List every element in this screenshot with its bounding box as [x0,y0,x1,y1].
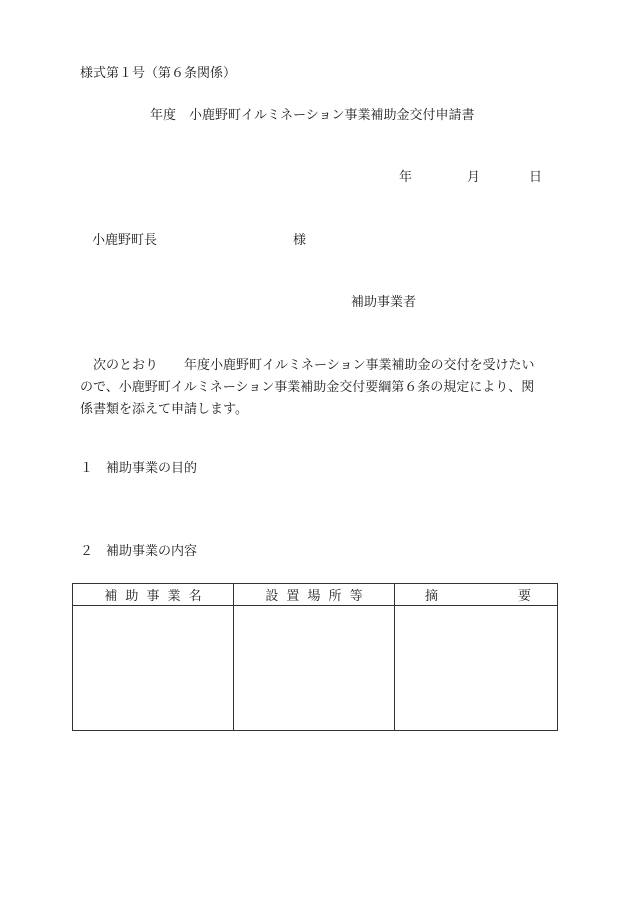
date-month-label: 月 [467,170,481,185]
cell-location[interactable] [234,606,395,731]
date-day-label: 日 [529,170,543,185]
header-project-name [73,584,234,606]
application-statement [80,355,550,421]
section-purpose-heading: １ 補助事業の目的 [80,461,198,476]
header-summary [395,584,558,606]
addressee: 小鹿野町長 [92,233,158,248]
header-summary-left: 摘 [425,589,439,604]
table-row [73,606,558,731]
document-title: 年度 小鹿野町イルミネーション事業補助金交付申請書 [150,108,475,123]
project-content-table [72,583,558,731]
applicant-label: 補助事業者 [351,295,417,310]
cell-summary[interactable] [395,606,558,731]
date-year-label: 年 [399,170,413,185]
statement-line: 係書類を添えて申請します。 [80,402,248,417]
header-summary-right: 要 [517,589,531,604]
header-location-label: 設置場所等 [265,589,371,604]
table-header-row [73,584,558,606]
cell-project-name[interactable] [73,606,234,731]
form-number: 様式第１号（第６条関係） [80,66,237,81]
header-project-name-label: 補助事業名 [104,589,210,604]
statement-line: 次のとおり 年度小鹿野町イルミネーション事業補助金の交付を受けたい [80,358,535,373]
section-content-heading: ２ 補助事業の内容 [80,544,198,559]
honorific: 様 [293,233,307,248]
statement-line: ので、小鹿野町イルミネーション事業補助金交付要綱第６条の規定により、関 [80,380,535,395]
header-location [234,584,395,606]
